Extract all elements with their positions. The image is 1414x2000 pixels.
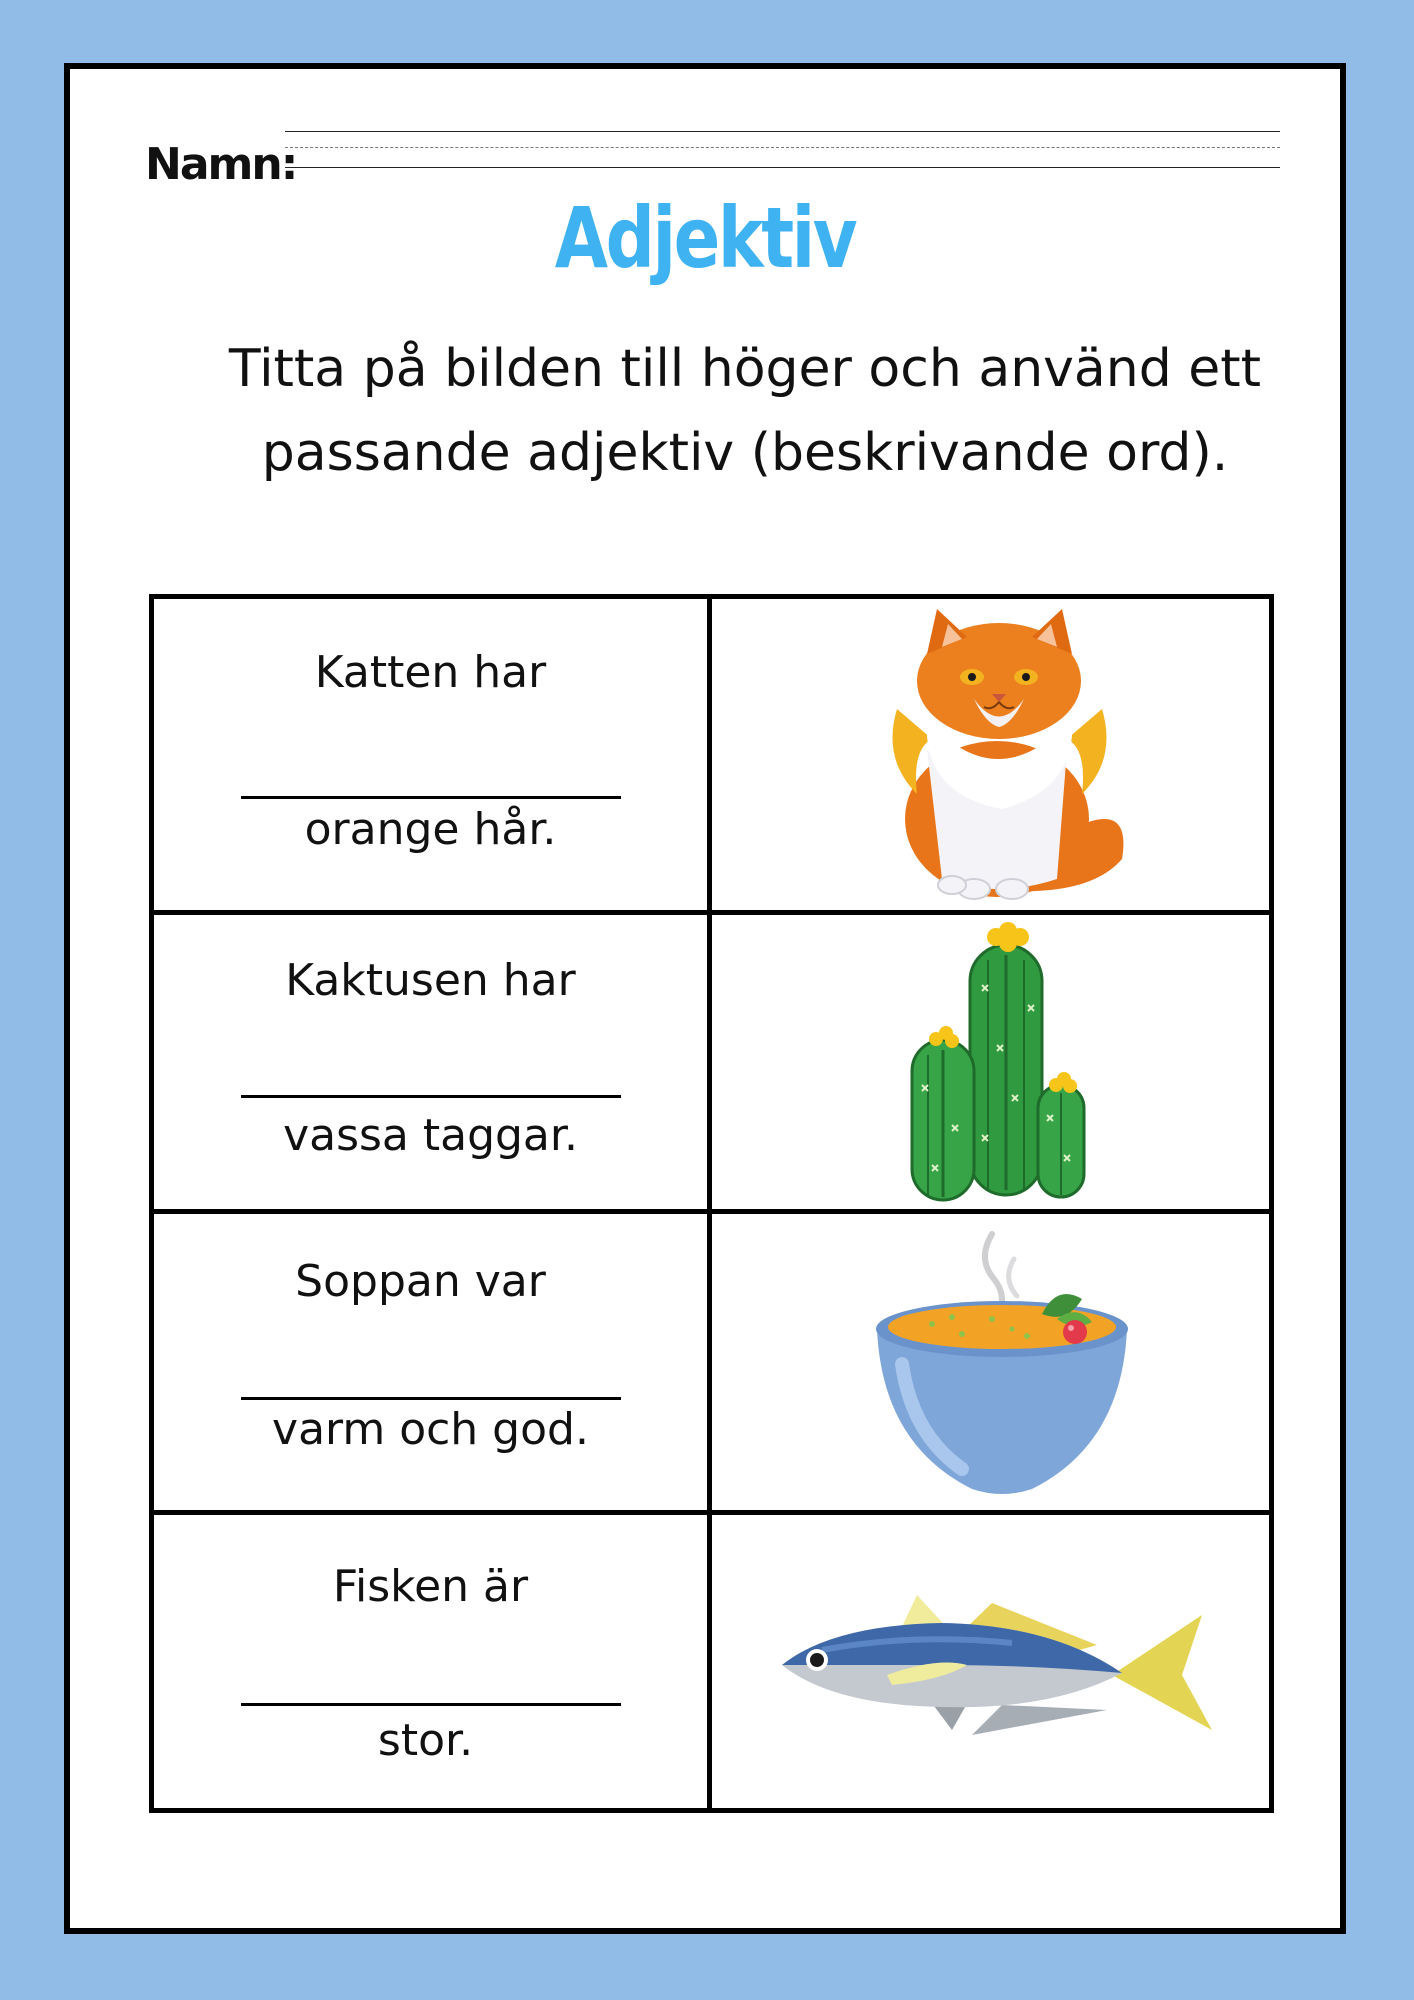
answer-blank[interactable] [241, 1703, 621, 1706]
picture-cell [712, 1214, 1269, 1510]
exercise-row [154, 1214, 1269, 1510]
picture-cell [712, 915, 1269, 1209]
name-field-row [145, 111, 1280, 191]
sentence-end: orange hår. [304, 804, 557, 855]
worksheet-title: Adjektiv [554, 189, 856, 287]
picture-cell [712, 599, 1269, 910]
fish-illustration [712, 1515, 1269, 1808]
cat-illustration [712, 599, 1269, 910]
answer-blank[interactable] [241, 1095, 621, 1098]
exercise-row [154, 1515, 1269, 1808]
worksheet-page [64, 63, 1346, 1934]
exercise-row [154, 599, 1269, 910]
cactus-illustration [712, 915, 1269, 1209]
instructions-text: Titta på bilden till höger och använd ett passande adjektiv (beskrivande ord). [228, 339, 1262, 483]
exercise-row [154, 915, 1269, 1209]
sentence-cell [154, 1515, 707, 1808]
name-label: Namn: [145, 139, 297, 190]
soup-bowl-illustration [712, 1214, 1269, 1510]
name-writing-lines[interactable] [285, 131, 1280, 171]
sentence-start: Soppan var [295, 1256, 546, 1307]
answer-blank[interactable] [241, 796, 621, 799]
sentence-cell [154, 599, 707, 910]
sentence-end: varm och god. [272, 1404, 589, 1455]
picture-cell [712, 1515, 1269, 1808]
answer-blank[interactable] [241, 1397, 621, 1400]
sentence-cell [154, 1214, 707, 1510]
sentence-start: Fisken är [332, 1561, 529, 1612]
sentence-cell [154, 915, 707, 1209]
sentence-end: vassa taggar. [283, 1110, 578, 1161]
sentence-end: stor. [377, 1715, 474, 1766]
sentence-start: Katten har [314, 647, 547, 698]
sentence-start: Kaktusen har [285, 955, 576, 1006]
exercise-table [149, 594, 1274, 1813]
